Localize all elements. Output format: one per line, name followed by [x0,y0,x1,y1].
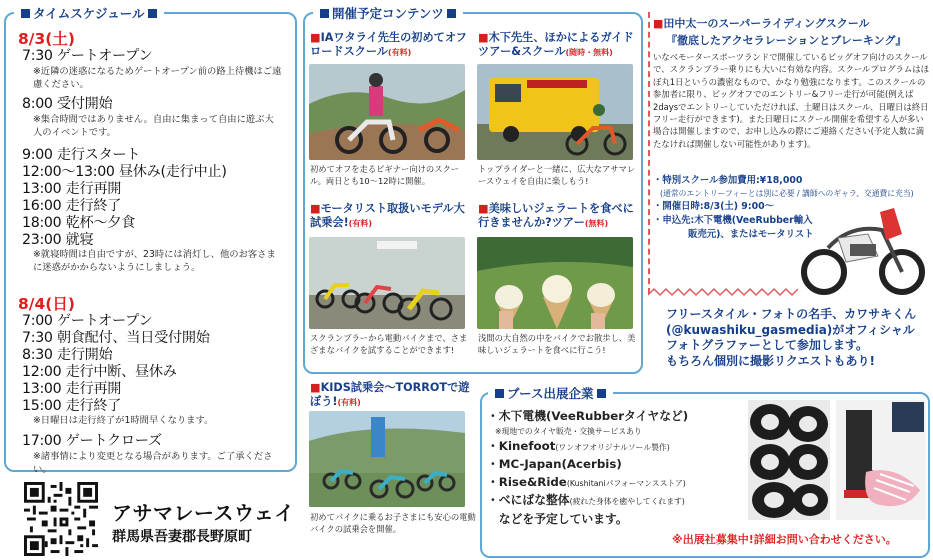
day1-item: 8:00 受付開始 [22,96,113,112]
test-ride-photo [309,237,465,329]
tires-photo [748,400,830,520]
kids-ride-photo [309,411,465,507]
content-caption: スクランブラーから電動バイクまで、さまざまなバイクを試することができます! [310,333,468,355]
booth-item: ・Rise&Ride(Kushitaniパフォーマンスストア) [487,474,686,489]
school-fee-note: (通常のエントリーフィーとは別に必要 / 講師へのギャラ、交通費に充当) [660,189,914,198]
day2-item: 7:30 朝食配付、当日受付開始 [22,330,210,346]
booth-list [487,408,688,529]
school-subtitle: 『徹底したアクセラレーションとブレーキング』 [666,34,907,47]
school-body: いなべモータースポーツランドで開催しているビッグオフ向けのスクールで、スクランブラー乗りにも大いに有効な内容。スクールプログラムはほぼ丸1日というの濃密なもので、かなり勉強になります。このスクールの参加者に限り、ビッグオフでのエントリー&フリー走行が可能(例えば2daysでエントリーしていただければ、土曜日はスクール、日曜日は終日フリー走行ができます)。また日曜日にスクール開催を希望する人が多い場合は開催しますので、お申し込みの際にご連絡ください(予定人数に満たなければ開催しない可能性があります)。 [653,52,929,149]
day1-note: ※就寝時間は自由ですが、23時には消灯し、他のお客さまに迷惑がかからないようにしましょう。 [33,249,276,273]
boots-photo [836,400,926,520]
school-apply: ・申込先:木下電機(VeeRubber輸入 [653,215,813,226]
venue-name: アサマレースウェイ [112,501,295,525]
gelato-photo [477,237,633,329]
day2-note: ※諸事情により変更となる場合があります。ご了承ください。 [33,451,273,475]
photographer-note [666,307,916,369]
day2-item: 8:30 走行開始 [22,347,113,363]
venue-address: 群馬県吾妻郡長野原町 [112,529,252,545]
day1-item: 16:00 走行終了 [22,198,122,214]
content-title: ■美味しいジェラートを食べに行きませんか?ツアー(無料) [478,202,634,229]
day1-item: 7:30 ゲートオープン [22,48,153,64]
booth-item: ・Kinefoot(ワンオフオリジナルソール製作) [487,438,670,453]
day1-note: ※近隣の迷惑になるためゲートオープン前の路上待機はご遠慮ください。 [33,66,282,90]
booth-item: ・MC-Japan(Acerbis) [487,457,622,472]
booth-item: などを予定しています。 [487,511,628,526]
photographer-line: フォトグラファーとして参加します。 [666,338,868,352]
day2-item: 13:00 走行再開 [22,381,122,397]
photographer-line: フリースタイル・フォトの名手、カワサキくん [666,307,917,321]
content-caption: 初めてバイクに乗るお子さまにも安心の電動バイクの試乗会を開催。 [310,512,476,534]
day1-note: ※集合時間ではありません。自由に集まって自由に遊ぶ大人のイベントです。 [33,114,274,138]
content-caption: 初めてオフを走るビギナー向けのスクール。両日とも10～12時に開催。 [310,164,460,186]
photographer-line: (@kuwashiku_gasmedia)がオフィシャル [666,322,915,337]
content-title: ■モータリスト取扱いモデル大試乗会!(有料) [310,202,465,229]
contents-heading: 開催予定コンテンツ [313,4,463,22]
school-title: ■田中太一のスーパーライディングスクール [653,17,870,30]
day2-item: 12:00 走行中断、昼休み [22,364,177,380]
booth-recruit: ※出展社募集中!詳細お問い合わせください。 [672,533,897,546]
day1-item: 12:00～13:00 昼休み(走行中止) [22,164,227,180]
day2-item: 7:00 ゲートオープン [22,313,153,329]
content-caption: トップライダーと一緒に、広大なアサマレースウェイを自由に楽しもう! [478,164,636,186]
school-apply-2: 販売元)、またはモータリスト [688,229,814,240]
day1-item: 9:00 走行スタート [22,147,141,163]
content-title: ■KIDS試乗会～TORROTで遊ぼう!(有料) [310,381,470,408]
adventure-bike-photo [798,204,926,296]
day1-item: 13:00 走行再開 [22,181,122,197]
content-title: ■IAワタライ先生の初めてオフロードスクール(有料) [310,31,467,58]
booth-heading: ブース出展企業 [488,384,613,402]
day1-item: 18:00 乾杯～夕食 [22,215,136,231]
day2-item: 15:00 走行終了 [22,398,122,414]
day1-item: 23:00 就寝 [22,232,94,248]
day1-date: 8/3(土) [18,30,75,48]
booth-item: ・べにばな整体(疲れた身体を癒やしてくれます) [487,493,685,508]
photographer-line: もちろん個別に撮影リクエストもあり! [666,353,875,368]
day2-note: ※日曜日は走行終了が1時間早くなります。 [33,415,214,426]
schedule-heading: タイムスケジュール [14,4,164,22]
school-date: ・開催日時:8/3(土) 9:00～ [653,201,774,212]
zigzag-divider [648,282,798,292]
day2-item: 17:00 ゲートクローズ [22,433,162,449]
school-fee: ・特別スクール参加費用:¥18,000 [653,175,803,186]
offroad-school-photo [309,64,465,160]
guide-tour-photo [477,64,633,160]
booth-item: ・木下電機(VeeRubberタイヤなど) [487,409,689,423]
booth-item-sub: ※現地でのタイヤ販売・交換サービスあり [495,426,642,436]
day2-date: 8/4(日) [18,295,75,313]
content-caption: 浅間の大自然の中をバイクでお散歩し、美味しいジェラートを食べに行こう! [478,333,636,355]
content-title: ■木下先生、ほかによるガイドツアー&スクール(随時・無料) [478,31,634,58]
qr-code[interactable] [24,482,98,556]
